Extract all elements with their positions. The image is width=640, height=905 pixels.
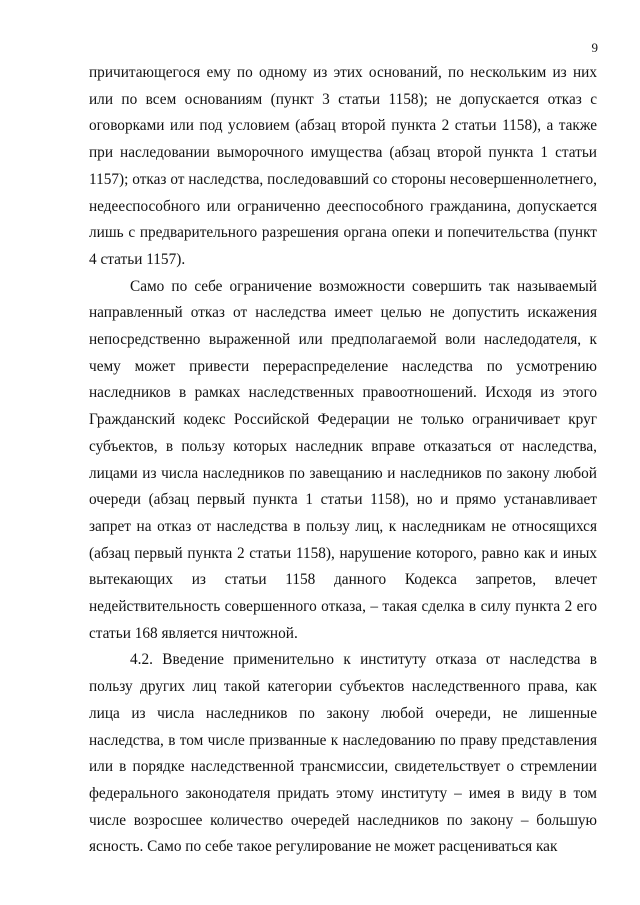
page-number: 9: [591, 40, 598, 55]
document-body: [89, 60, 597, 861]
paragraph-section-4-2: 4.2. Введение применительно к институту отказа от наследства в пользу других лиц такой категории субъектов наследственного права, как лица из числа наследников по закону любой очереди, не лишенные наследства, в том числе призванные к наследованию по праву представления или в порядке наследственной трансмиссии, свидетельствует о стремлении федерального законодателя придать этому институту – имея в виду в том числе возросшее количество очередей наследников по закону – большую ясность. Само по себе такое регулирование не может расцениваться как: [89, 651, 597, 856]
paragraph-continuation: причитающегося ему по одному из этих оснований, по нескольким из них или по всем основаниям (пункт 3 статьи 1158); не допускается отказ с оговорками или под условием (абзац второй пункта 2 статьи 1158), а также при наследовании выморочного имущества (абзац второй пункта 1 статьи 1157); отказ от наследства, последовавший со стороны несовершеннолетнего, недееспособного или ограниченно дееспособного гражданина, допускается лишь с предварительного разрешения органа опеки и попечительства (пункт 4 статьи 1157).: [89, 64, 597, 268]
paragraph-restriction-purpose: Само по себе ограничение возможности совершить так называемый направленный отказ от наследства имеет целью не допустить искажения непосредственно выраженной или предполагаемой воли наследодателя, к чему может привести перераспределение наследства по усмотрению наследников в рамках наследственных правоотношений. Исходя из этого Гражданский кодекс Российской Федерации не только ограничивает круг субъектов, в пользу которых наследник вправе отказаться от наследства, лицами из числа наследников по завещанию и наследников по закону любой очереди (абзац первый пункта 1 статьи 1158), но и прямо устанавливает запрет на отказ от наследства в пользу лиц, к наследникам не относящихся (абзац первый пункта 2 статьи 1158), нарушение которого, равно как и иных вытекающих из статьи 1158 данного Кодекса запретов, влечет недействительность совершенного отказа, – такая сделка в силу пункта 2 его статьи 168 является ничтожной.: [89, 277, 597, 642]
